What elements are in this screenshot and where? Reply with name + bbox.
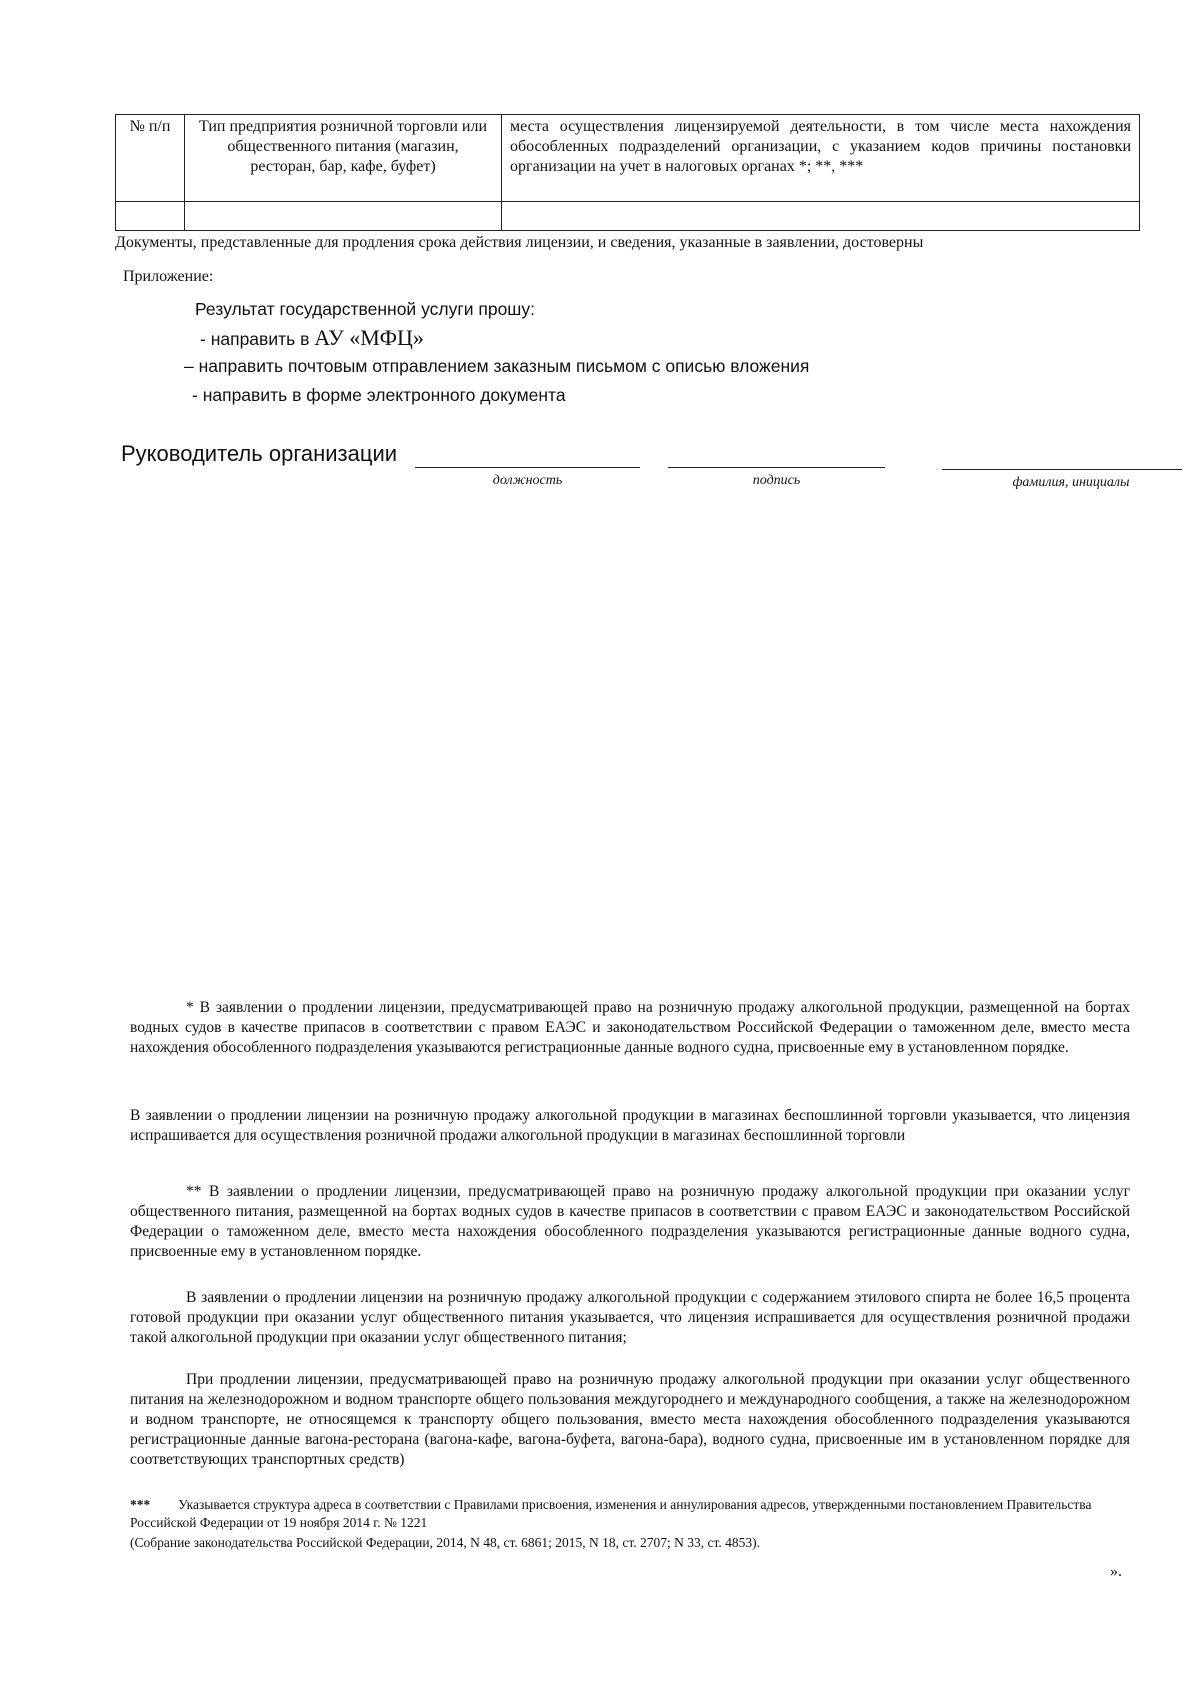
closing-quote: ».	[1110, 1563, 1122, 1580]
name-line[interactable]	[942, 469, 1182, 470]
table-row	[116, 202, 1140, 231]
footnote-2-para-2: В заявлении о продлении лицензии на розничную продажу алкогольной продукции с содержанием этилового спирта не более 16,5 процента готовой продукции при оказании услуг общественного питания указывается, что лицензия испрашивается для осуществления розничной продажи такой алкогольной продукции при оказании услуг общественного питания;	[130, 1289, 1130, 1346]
footnote-2-para-3: При продлении лицензии, предусматривающей право на розничную продажу алкогольной продукции при оказании услуг общественного питания на железнодорожном и водном транспорте общего пользования междугороднего и международного сообщения, а также на железнодорожном и водном транспорте, не относящемся к транспорту общего пользования, вместо места нахождения обособленного подразделения указываются регистрационные данные вагона-ресторана (вагона-кафе, вагона-буфета, вагона-бара), водного судна, присвоенные им в установленном порядке для соответствующих транспортных средств)	[130, 1371, 1130, 1468]
position-line[interactable]	[415, 467, 640, 468]
option-mfc-org: АУ «МФЦ»	[314, 325, 424, 350]
option-mfc-prefix: - направить в	[200, 329, 315, 349]
result-title: Результат государственной услуги прошу:	[195, 299, 535, 319]
footnote-2-para-1: ** В заявлении о продлении лицензии, предусматривающей право на розничную продажу алкогольной продукции при оказании услуг общественного питания, размещенной на бортах водных судов в качестве припасов в соответствии с правом ЕАЭС и законодательством Российской Федерации о таможенном деле, вместо места нахождения обособленного подразделения указываются регистрационные данные водного судна, присвоенные ему в установленном порядке.	[130, 1183, 1130, 1260]
option-electronic[interactable]: - направить в форме электронного документа	[192, 385, 566, 405]
footnote-1-para-2: В заявлении о продлении лицензии на розничную продажу алкогольной продукции в магазинах беспошлинной торговли указывается, что лицензия испрашивается для осуществления розничной продажи алкогольной продукции в магазинах беспошлинной торговли	[130, 1107, 1130, 1144]
footnote-3-line-2: (Собрание законодательства Российской Федерации, 2014, N 48, ст. 6861; 2015, N 18, ст. 2707; N 33, ст. 4853).	[130, 1535, 760, 1550]
signature-caption: подпись	[752, 473, 801, 488]
table-header-row	[116, 115, 1140, 202]
footnote-3	[130, 1496, 1130, 1532]
col-type-header: Тип предприятия розничной торговли или общественного питания (магазин, ресторан, бар, кафе, буфет)	[185, 115, 502, 202]
signature-label: Руководитель организации	[121, 441, 398, 466]
signature-line[interactable]	[668, 467, 885, 468]
table-cell[interactable]	[502, 202, 1140, 231]
footnote-3-line-1: Указывается структура адреса в соответствии с Правилами присвоения, изменения и аннулирования адресов, утвержденными постановлением Правительства Российской Федерации от 19 ноября 2014 г. № 1221	[130, 1497, 1092, 1530]
option-mfc[interactable]	[200, 327, 424, 350]
name-caption: фамилия, инициалы	[1012, 475, 1130, 490]
footnote-1-para-1: * В заявлении о продлении лицензии, предусматривающей право на розничную продажу алкогольной продукции, размещенной на бортах водных судов в качестве припасов в соответствии с правом ЕАЭС и законодательством Российской Федерации о таможенном деле, вместо места нахождения обособленного подразделения указываются регистрационные данные водного судна, присвоенные ему в установленном порядке.	[130, 999, 1130, 1056]
licence-places-table	[115, 114, 1140, 231]
table-cell[interactable]	[185, 202, 502, 231]
attachment-label: Приложение:	[123, 268, 214, 285]
table-cell[interactable]	[116, 202, 185, 231]
col-place-header: места осуществления лицензируемой деятельности, в том числе места нахождения обособленных подразделений организации, с указанием кодов причины постановки организации на учет в налоговых органах *; **, ***	[502, 115, 1140, 202]
position-caption: должность	[492, 473, 563, 488]
footnote-3-marker: ***	[130, 1497, 151, 1512]
col-number-header: № п/п	[116, 115, 185, 202]
accuracy-statement: Документы, представленные для продления срока действия лицензии, и сведения, указанные в заявлении, достоверны	[115, 234, 924, 251]
option-post[interactable]: – направить почтовым отправлением заказным письмом с описью вложения	[184, 356, 810, 376]
